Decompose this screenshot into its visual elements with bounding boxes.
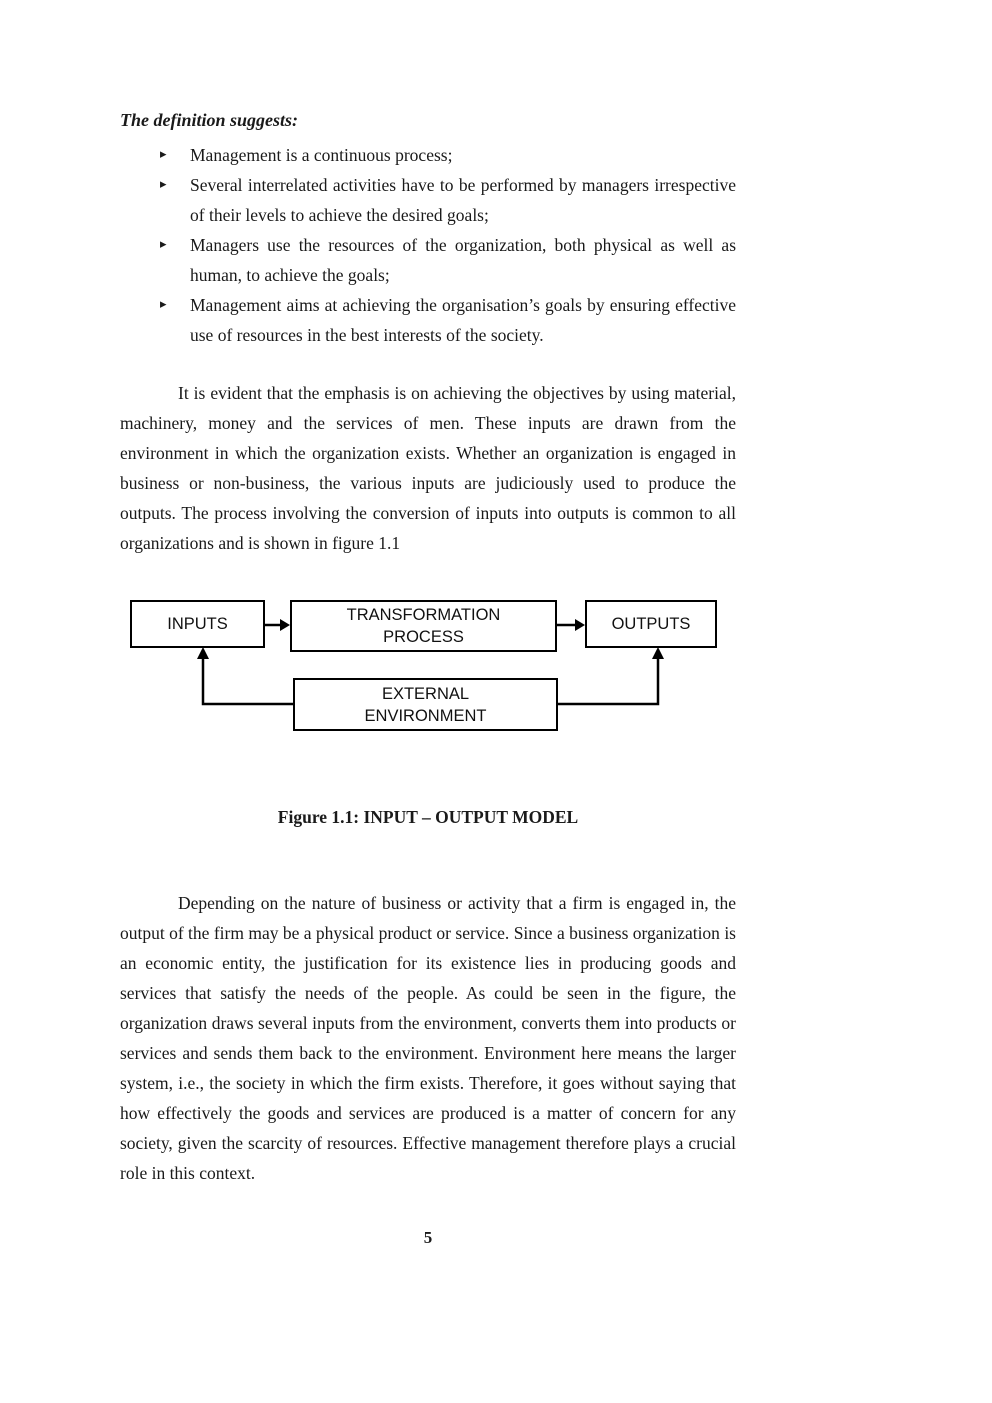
bullet-arrow-icon: ▸: [160, 177, 167, 192]
list-item: [120, 230, 736, 290]
section-heading: The definition suggests:: [120, 110, 299, 130]
list-item: [120, 170, 736, 230]
bullet-text: Managers use the resources of the organization, both physical as well as human, to achieve the goals;: [190, 235, 736, 285]
external-environment-box: EXTERNAL ENVIRONMENT: [293, 678, 558, 731]
bullet-text: Management is a continuous process;: [190, 145, 453, 165]
bullet-arrow-icon: ▸: [160, 237, 167, 252]
input-output-model-diagram: [120, 598, 736, 748]
bullet-text: Management aims at achieving the organisation’s goals by ensuring effective use of resources in the best interests of the society.: [190, 295, 736, 345]
outputs-box: OUTPUTS: [585, 600, 717, 648]
definition-bullet-list: [120, 140, 736, 350]
bullet-arrow-icon: ▸: [160, 297, 167, 312]
transformation-process-box: TRANSFORMATION PROCESS: [290, 600, 557, 652]
figure-caption: Figure 1.1: INPUT – OUTPUT MODEL: [277, 807, 579, 827]
bullet-text: Several interrelated activities have to be performed by managers irrespective of their levels to achieve the desired goals;: [190, 175, 736, 225]
body-paragraph-2: Depending on the nature of business or activity that a firm is engaged in, the output of the firm may be a physical product or service. Since a business organization is an economic entity, the justification for its existence lies in producing goods and services that satisfy the needs of the people. As could be seen in the figure, the organization draws several inputs from the environment, converts them into products or services and sends them back to the environment. Environment here means the larger system, i.e., the society in which the firm exists. Therefore, it goes without saying that how effectively the goods and services are produced is a matter of concern for any society, given the scarcity of resources. Effective management therefore plays a crucial role in this context.: [120, 893, 736, 1183]
bullet-arrow-icon: ▸: [160, 147, 167, 162]
page-number: 5: [423, 1228, 433, 1247]
list-item: [120, 290, 736, 350]
list-item: [120, 140, 736, 170]
inputs-box: INPUTS: [130, 600, 265, 648]
body-paragraph-1: It is evident that the emphasis is on achieving the objectives by using material, machinery, money and the services of men. These inputs are drawn from the environment in which the organization exists. Whether an organization is engaged in business or non-business, the various inputs are judiciously used to produce the outputs. The process involving the conversion of inputs into outputs is common to all organizations and is shown in figure 1.1: [120, 383, 736, 553]
text-column: [120, 106, 736, 1265]
